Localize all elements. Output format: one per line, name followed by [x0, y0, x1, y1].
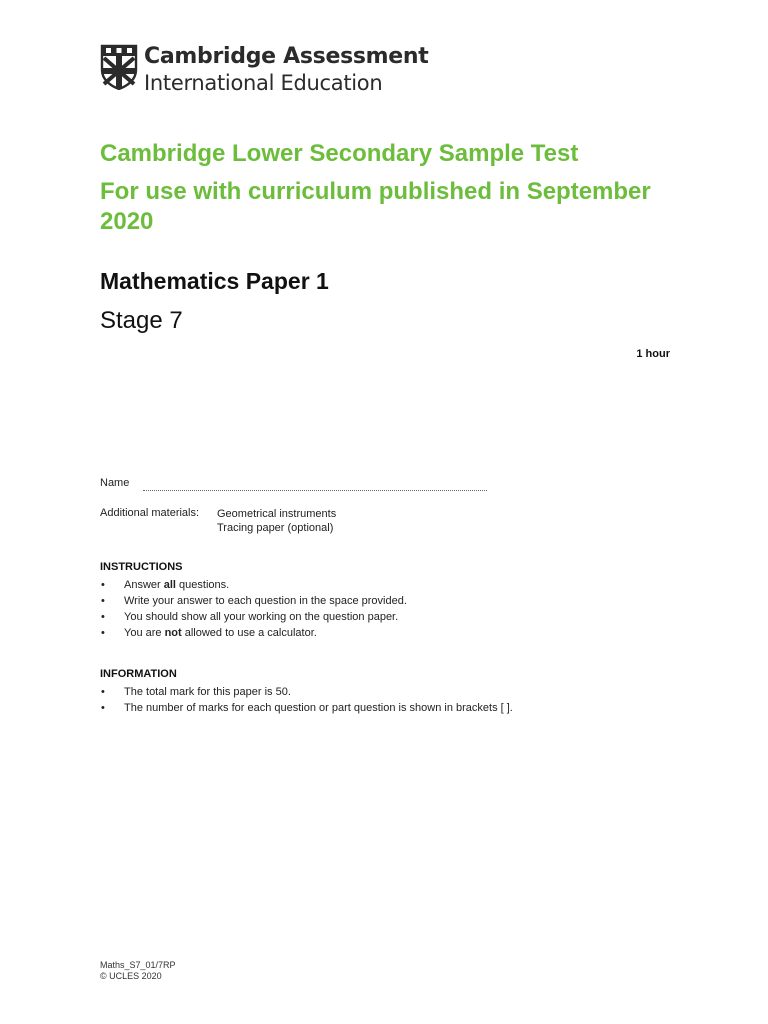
paper-title: Mathematics Paper 1	[100, 268, 329, 294]
instructions-heading: INSTRUCTIONS	[100, 561, 183, 573]
bullet-icon: •	[101, 702, 105, 714]
bullet-icon: •	[101, 627, 105, 639]
name-field-line[interactable]	[143, 490, 487, 491]
information-heading: INFORMATION	[100, 668, 177, 680]
stage-label: Stage 7	[100, 307, 183, 334]
footer	[100, 960, 176, 982]
material-item: Tracing paper (optional)	[217, 522, 334, 534]
bullet-icon: •	[101, 611, 105, 623]
shield-logo-icon	[100, 44, 138, 90]
list-item: • You should show all your working on the question paper.	[101, 611, 399, 623]
list-item: • The total mark for this paper is 50.	[101, 686, 291, 698]
bullet-icon: •	[101, 686, 105, 698]
name-label: Name	[100, 477, 130, 489]
test-title: Cambridge Lower Secondary Sample Test	[100, 140, 579, 167]
org-logo	[100, 44, 428, 96]
instructions-list	[100, 577, 407, 641]
list-item: • The number of marks for each question or part question is shown in brackets [ ].	[101, 702, 513, 714]
list-item: • Write your answer to each question in the space provided.	[101, 595, 407, 607]
org-name-line2: International Education	[144, 71, 383, 95]
materials-label: Additional materials:	[100, 507, 200, 519]
org-name-line1: Cambridge Assessment	[144, 44, 429, 69]
copyright: © UCLES 2020	[100, 971, 162, 981]
bullet-icon: •	[101, 595, 105, 607]
materials-list	[217, 507, 336, 535]
paper-code: Maths_S7_01/7RP	[100, 960, 176, 970]
list-item: • You are not allowed to use a calculator.	[101, 627, 317, 639]
material-item: Geometrical instruments	[217, 508, 337, 520]
list-item: • Answer all questions.	[101, 579, 230, 591]
bullet-icon: •	[101, 579, 105, 591]
information-list	[100, 684, 513, 716]
curriculum-subtitle: For use with curriculum published in September 2020	[100, 178, 651, 235]
duration-label: 1 hour	[636, 348, 670, 360]
